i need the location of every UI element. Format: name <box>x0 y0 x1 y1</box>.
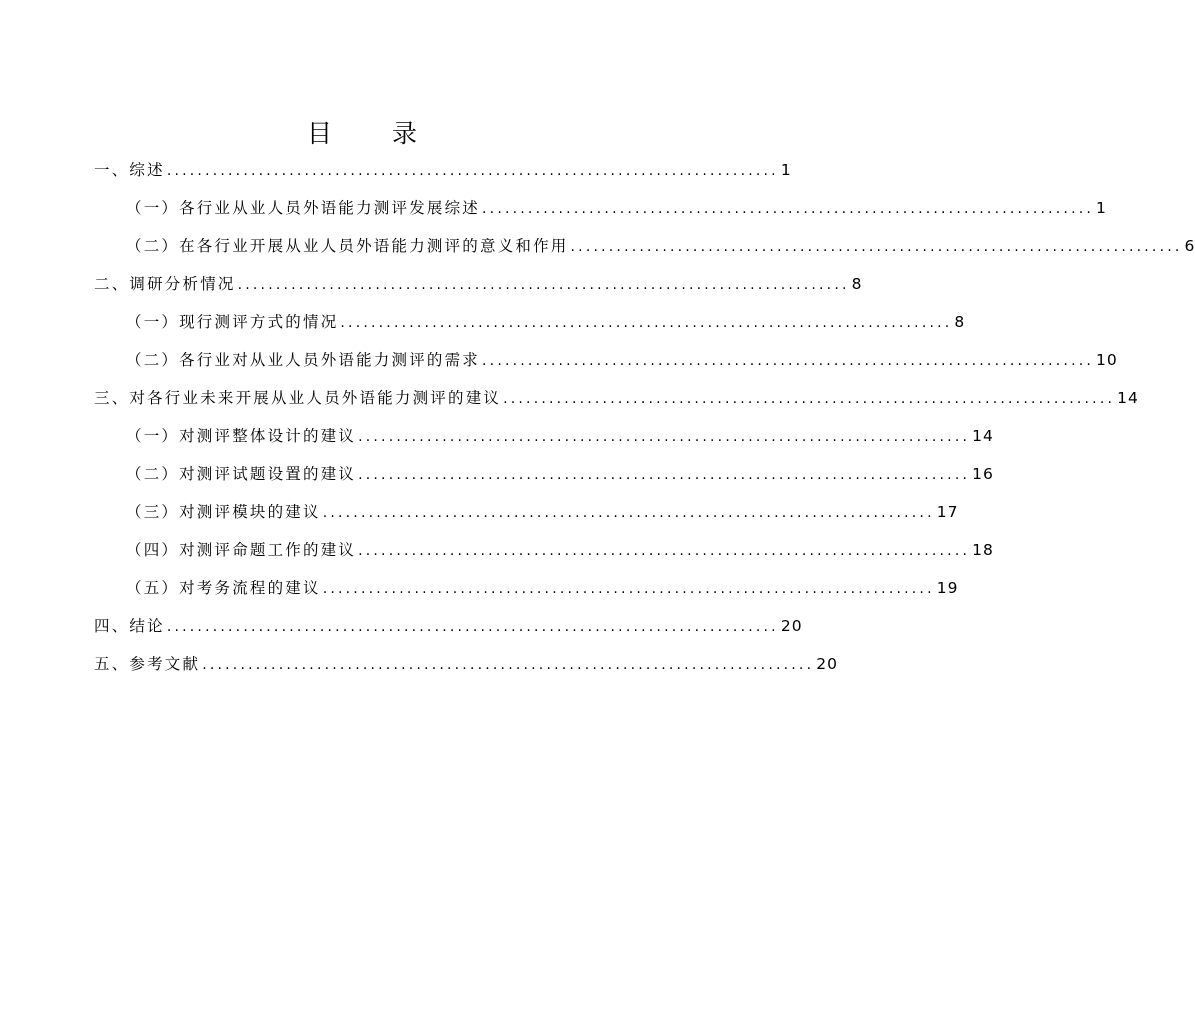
toc-leader-dots: ................................................................................ <box>166 619 779 635</box>
toc-leader-dots: ................................................................................ <box>322 581 935 597</box>
toc-entry-page: 8 <box>954 313 966 331</box>
toc-entry[interactable] <box>126 308 966 336</box>
toc-entry[interactable] <box>94 270 863 298</box>
toc-entry[interactable] <box>126 232 1195 260</box>
toc-entry-label: （二）在各行业开展从业人员外语能力测评的意义和作用 <box>126 237 569 255</box>
toc-entry-page: 14 <box>972 427 994 445</box>
toc-leader-dots: ................................................................................ <box>358 429 971 445</box>
toc-entry-label: （三）对测评模块的建议 <box>126 503 321 521</box>
toc-entry-label: （二）各行业对从业人员外语能力测评的需求 <box>126 351 481 369</box>
toc-leader-dots: ................................................................................ <box>322 505 935 521</box>
toc-entry[interactable] <box>126 574 959 602</box>
toc-entry-page: 17 <box>936 503 959 521</box>
toc-leader-dots: ................................................................................ <box>482 353 1095 369</box>
toc-leader-dots: ................................................................................ <box>202 657 815 673</box>
toc-entry-page: 14 <box>1117 389 1139 407</box>
toc-entry-label: 五、参考文献 <box>94 655 201 673</box>
toc-leader-dots: ................................................................................ <box>358 543 971 559</box>
toc-leader-dots: ................................................................................ <box>358 467 971 483</box>
toc-entry[interactable] <box>126 460 994 488</box>
toc-entry-page: 18 <box>972 541 994 559</box>
toc-leader-dots: ................................................................................ <box>237 277 850 293</box>
toc-entry-label: 二、调研分析情况 <box>94 275 236 293</box>
toc-entry-label: （一）各行业从业人员外语能力测评发展综述 <box>126 199 481 217</box>
toc-entry-page: 1 <box>1096 199 1107 217</box>
toc-leader-dots: ................................................................................ <box>482 201 1095 217</box>
toc-leader-dots: ................................................................................ <box>570 239 1183 255</box>
toc-entry[interactable] <box>94 156 792 184</box>
toc-entry[interactable] <box>94 650 838 678</box>
toc-entry-page: 10 <box>1096 351 1118 369</box>
toc-entry[interactable] <box>126 346 1118 374</box>
toc-entry-label: （五）对考务流程的建议 <box>126 579 321 597</box>
toc-entry[interactable] <box>126 194 1107 222</box>
toc-entry-page: 20 <box>816 655 838 673</box>
toc-entry-label: （四）对测评命题工作的建议 <box>126 541 357 559</box>
toc-entry-page: 1 <box>780 161 792 179</box>
toc-leader-dots: ................................................................................ <box>340 315 953 331</box>
toc-entry[interactable] <box>126 422 994 450</box>
toc-entry[interactable] <box>94 384 1139 412</box>
toc-entry-page: 19 <box>936 579 959 597</box>
toc-leader-dots: ................................................................................ <box>166 163 779 179</box>
toc-entry-page: 6 <box>1184 237 1195 255</box>
toc-entry-label: （一）对测评整体设计的建议 <box>126 427 357 445</box>
toc-entry-label: 一、综述 <box>94 161 165 179</box>
toc-entry-label: （二）对测评试题设置的建议 <box>126 465 357 483</box>
toc-title: 目 录 <box>307 119 443 148</box>
toc-entry[interactable] <box>94 612 803 640</box>
toc-entry[interactable] <box>126 498 959 526</box>
toc-entry-page: 20 <box>780 617 803 635</box>
toc-entry-label: （一）现行测评方式的情况 <box>126 313 339 331</box>
toc-entry-label: 四、结论 <box>94 617 165 635</box>
toc-entry-label: 三、对各行业未来开展从业人员外语能力测评的建议 <box>94 389 502 407</box>
toc-entry-page: 16 <box>972 465 994 483</box>
toc-entry-page: 8 <box>851 275 863 293</box>
toc-leader-dots: ................................................................................ <box>503 391 1116 407</box>
toc-entry[interactable] <box>126 536 994 564</box>
